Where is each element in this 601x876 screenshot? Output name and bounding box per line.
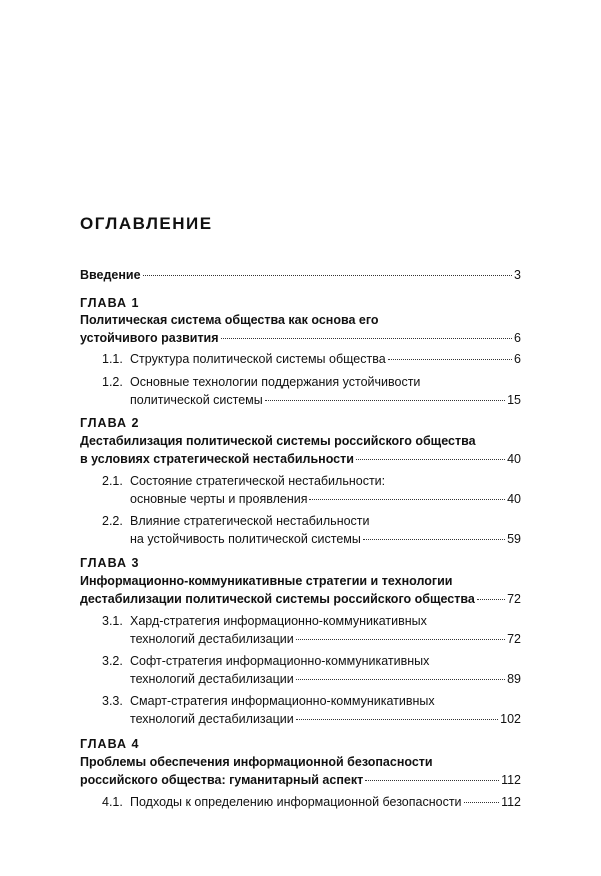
entry-page: 15 (507, 393, 521, 407)
entry-title-line: Состояние стратегической нестабильности: (130, 474, 386, 488)
entry-title: Введение (80, 268, 141, 282)
section-number: 1.1. (102, 352, 123, 366)
entry-page: 102 (500, 712, 521, 726)
chapter-label: ГЛАВА 1 (80, 296, 140, 310)
toc-entry-section[interactable] (80, 512, 521, 548)
entry-title-line: Хард-стратегия информационно-коммуникативных (130, 614, 427, 628)
toc-entry-intro[interactable] (80, 266, 521, 284)
entry-title-line: технологий дестабилизации (130, 712, 294, 726)
entry-title-line: технологий дестабилизации (130, 632, 294, 646)
entry-title-line: политической системы (130, 393, 263, 407)
dot-leader (363, 539, 505, 540)
dot-leader (296, 639, 505, 640)
toc-entry-section[interactable] (80, 350, 521, 368)
entry-title-line: Дестабилизация политической системы российского общества (80, 434, 476, 448)
entry-page: 40 (507, 492, 521, 506)
section-number: 1.2. (102, 375, 123, 389)
entry-page: 40 (507, 452, 521, 466)
toc-entry-chapter-2[interactable] (80, 432, 521, 468)
section-number: 2.2. (102, 514, 123, 528)
dot-leader (365, 780, 499, 781)
chapter-label: ГЛАВА 2 (80, 416, 140, 430)
entry-title-line: Софт-стратегия информационно-коммуникативных (130, 654, 430, 668)
dot-leader (296, 679, 505, 680)
entry-page: 72 (507, 632, 521, 646)
toc-entry-section[interactable] (80, 472, 521, 508)
entry-page: 6 (514, 331, 521, 345)
entry-title-line: Смарт-стратегия информационно-коммуникативных (130, 694, 435, 708)
toc-heading: ОГЛАВЛЕНИЕ (80, 214, 213, 233)
dot-leader (309, 499, 505, 500)
entry-title-line: на устойчивость политической системы (130, 532, 361, 546)
dot-leader (296, 719, 498, 720)
entry-title-line: технологий дестабилизации (130, 672, 294, 686)
section-number: 3.3. (102, 694, 123, 708)
entry-title-line: основные черты и проявления (130, 492, 308, 506)
toc-entry-section[interactable] (80, 373, 521, 409)
section-number: 2.1. (102, 474, 123, 488)
toc-entry-chapter-1[interactable] (80, 311, 521, 347)
entry-page: 112 (501, 773, 521, 787)
entry-title-line: Проблемы обеспечения информационной безопасности (80, 755, 433, 769)
entry-title-line: дестабилизации политической системы российского общества (80, 592, 475, 606)
section-number: 3.2. (102, 654, 123, 668)
entry-title-line: Информационно-коммуникативные стратегии и технологии (80, 574, 453, 588)
chapter-label: ГЛАВА 3 (80, 556, 140, 570)
dot-leader (143, 275, 512, 276)
dot-leader (477, 599, 505, 600)
dot-leader (356, 459, 505, 460)
toc-entry-section[interactable] (80, 793, 521, 811)
toc-entry-chapter-4[interactable] (80, 753, 521, 789)
entry-page: 89 (507, 672, 521, 686)
entry-title-line: Основные технологии поддержания устойчивости (130, 375, 421, 389)
entry-page: 72 (507, 592, 521, 606)
entry-title-line: в условиях стратегической нестабильности (80, 452, 354, 466)
section-number: 4.1. (102, 795, 123, 809)
dot-leader (464, 802, 500, 803)
entry-page: 6 (514, 352, 521, 366)
toc-entry-section[interactable] (80, 692, 521, 728)
entry-title-line: Подходы к определению информационной безопасности (130, 795, 462, 809)
section-number: 3.1. (102, 614, 123, 628)
entry-title-line: устойчивого развития (80, 331, 219, 345)
entry-title-line: Структура политической системы общества (130, 352, 386, 366)
entry-title-line: Влияние стратегической нестабильности (130, 514, 370, 528)
toc-entry-chapter-3[interactable] (80, 572, 521, 608)
dot-leader (221, 338, 513, 339)
dot-leader (388, 359, 512, 360)
entry-title-line: Политическая система общества как основа его (80, 313, 379, 327)
entry-page: 3 (514, 268, 521, 282)
chapter-label: ГЛАВА 4 (80, 737, 140, 751)
toc-entry-section[interactable] (80, 652, 521, 688)
entry-title-line: российского общества: гуманитарный аспект (80, 773, 364, 787)
dot-leader (265, 400, 505, 401)
toc-entry-section[interactable] (80, 612, 521, 648)
entry-page: 112 (501, 795, 521, 809)
entry-page: 59 (507, 532, 521, 546)
